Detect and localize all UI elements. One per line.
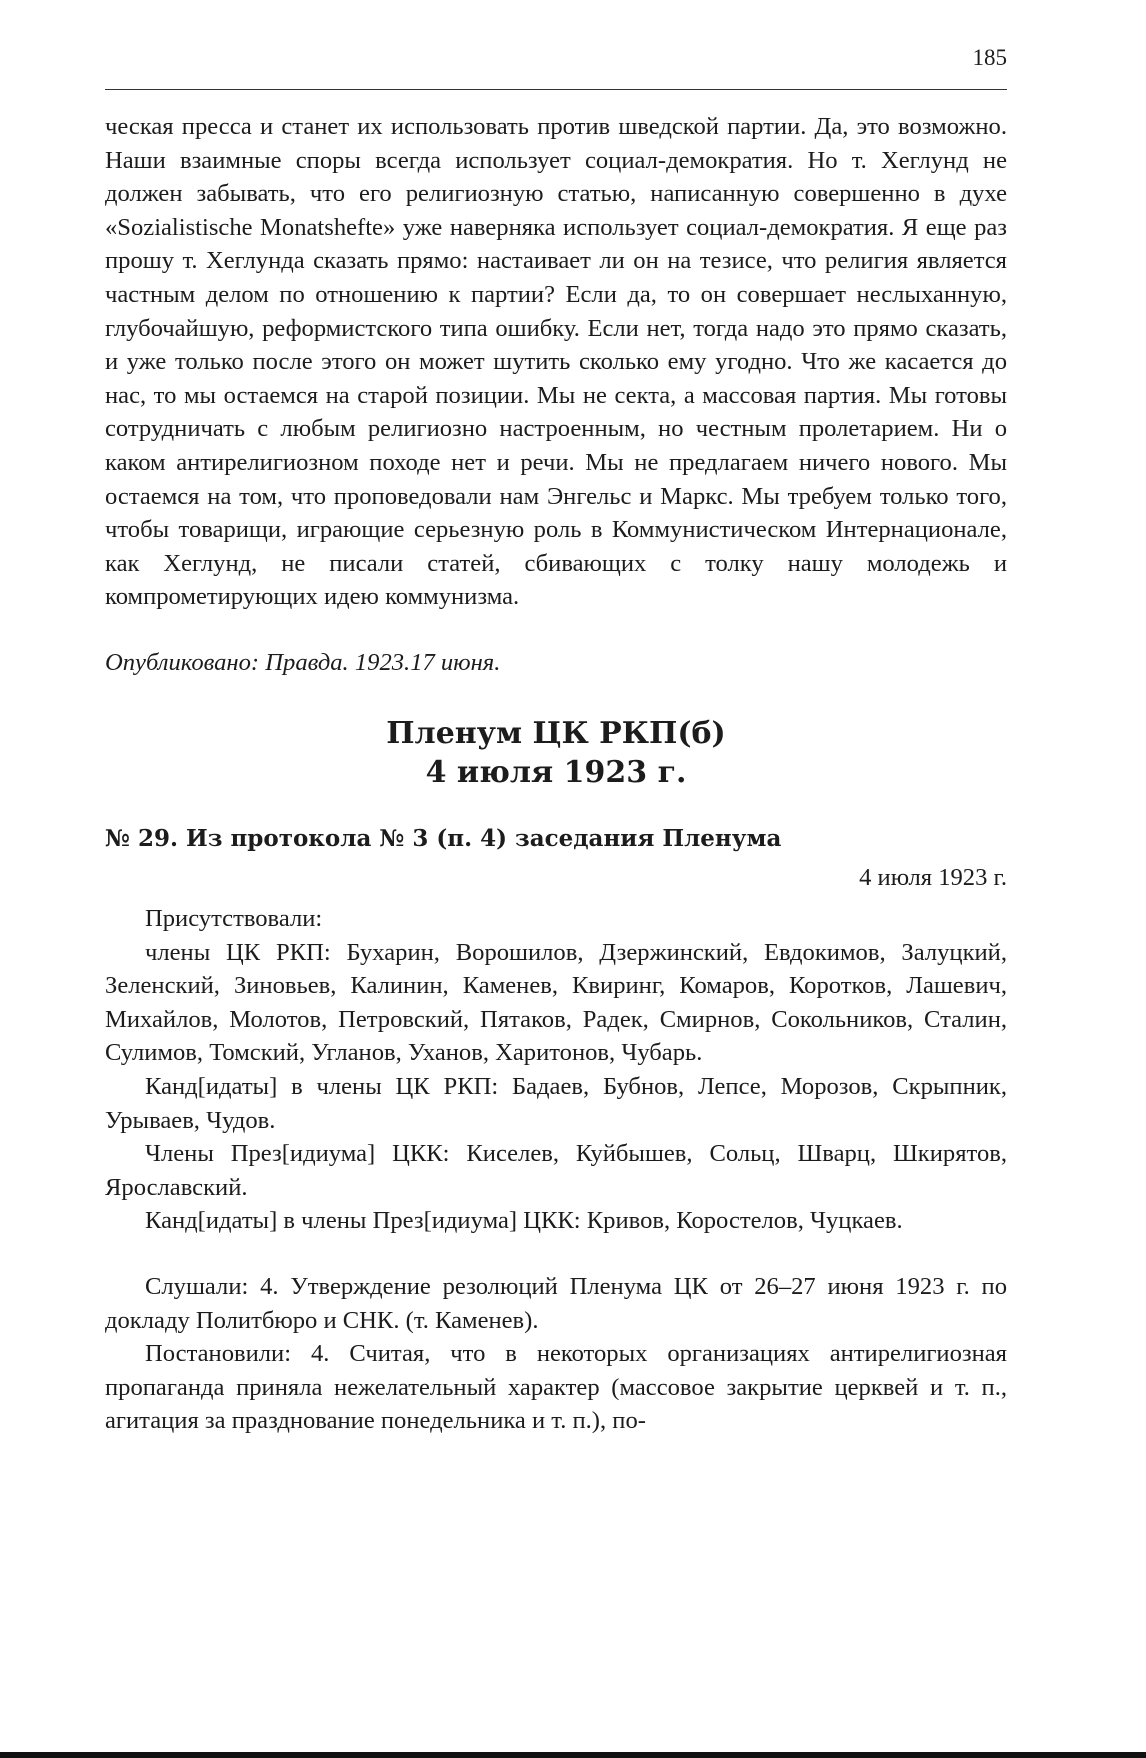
- resolved-paragraph: Постановили: 4. Считая, что в некоторых организациях антирелигиозная пропаганда приняла нежелательный характер (массовое закрытие церквей и т. п., агитация за празднование понедельника и т. п.), по-: [105, 1340, 1007, 1435]
- continuation-paragraph: ческая пресса и станет их использовать против шведской партии. Да, это возможно. Наши взаимные споры всегда использует социал-демократия. Но т. Хеглунд не должен забывать, что его религиозную статью, написанную совершенно в духе «Sozialistische Monatshefte» уже наверняка использует социал-демократия. Я еще раз прошу т. Хеглунда сказать прямо: настаивает ли он на тезисе, что религия является частным делом по отношению к партии? Если да, то он совершает неслыханную, глубочайшую, реформистского типа ошибку. Если нет, тогда надо это прямо сказать, и уже только после этого он может шутить сколько ему угодно. Что же касается до нас, то мы остаемся на старой позиции. Мы не секта, а массовая партия. Мы готовы сотрудничать с любым религиозно настроенным, но честным пролетарием. Ни о каком антирелигиозном походе нет и речи. Мы не предлагаем ничего нового. Мы остаемся на том, что проповедовали нам Энгельс и Маркс. Мы требуем только того, чтобы товарищи, играющие серьезную роль в Коммунистическом Интернационале, как Хеглунд, не писали статей, сбивающих с толку нашу молодежь и компрометирующих идею коммунизма.: [105, 113, 1007, 611]
- section-heading: [105, 714, 1007, 792]
- page-content: [105, 110, 1007, 1438]
- section-title-line-2: 4 июля 1923 г.: [425, 754, 687, 790]
- header-rule: [105, 89, 1007, 90]
- attendance-label: Присутствовали:: [145, 905, 323, 933]
- source-note: Опубликовано: Правда. 1923.17 июня.: [105, 648, 501, 676]
- ckk-presidium-members-list: Члены През[идиума] ЦКК: Киселев, Куйбышев, Сольц, Шварц, Шкирятов, Ярославский.: [105, 1140, 1007, 1201]
- document-heading: № 29. Из протокола № 3 (п. 4) заседания Пленума: [105, 824, 782, 852]
- ckk-presidium-candidates-list: Канд[идаты] в члены През[идиума] ЦКК: Кривов, Коростелов, Чуцкаев.: [145, 1207, 903, 1235]
- section-title-line-1: Пленум ЦК РКП(б): [386, 715, 726, 751]
- page-number: 185: [972, 45, 1007, 70]
- document-date: 4 июля 1923 г.: [859, 863, 1007, 891]
- scan-bottom-edge: [0, 1752, 1146, 1758]
- book-page: [105, 0, 1007, 1758]
- cc-members-list: члены ЦК РКП: Бухарин, Ворошилов, Дзержинский, Евдокимов, Залуцкий, Зеленский, Зиновьев, Калинин, Каменев, Квиринг, Комаров, Коротков, Лашевич, Михайлов, Молотов, Петровский, Пятаков, Радек, Смирнов, Сокольников, Сталин, Сулимов, Томский, Угланов, Уханов, Харитонов, Чубарь.: [105, 938, 1007, 1067]
- cc-candidates-list: Канд[идаты] в члены ЦК РКП: Бадаев, Бубнов, Лепсе, Морозов, Скрыпник, Урываев, Чудов.: [105, 1073, 1007, 1134]
- heard-paragraph: Слушали: 4. Утверждение резолюций Пленума ЦК от 26–27 июня 1923 г. по докладу Политбюро и СНК. (т. Каменев).: [105, 1273, 1007, 1334]
